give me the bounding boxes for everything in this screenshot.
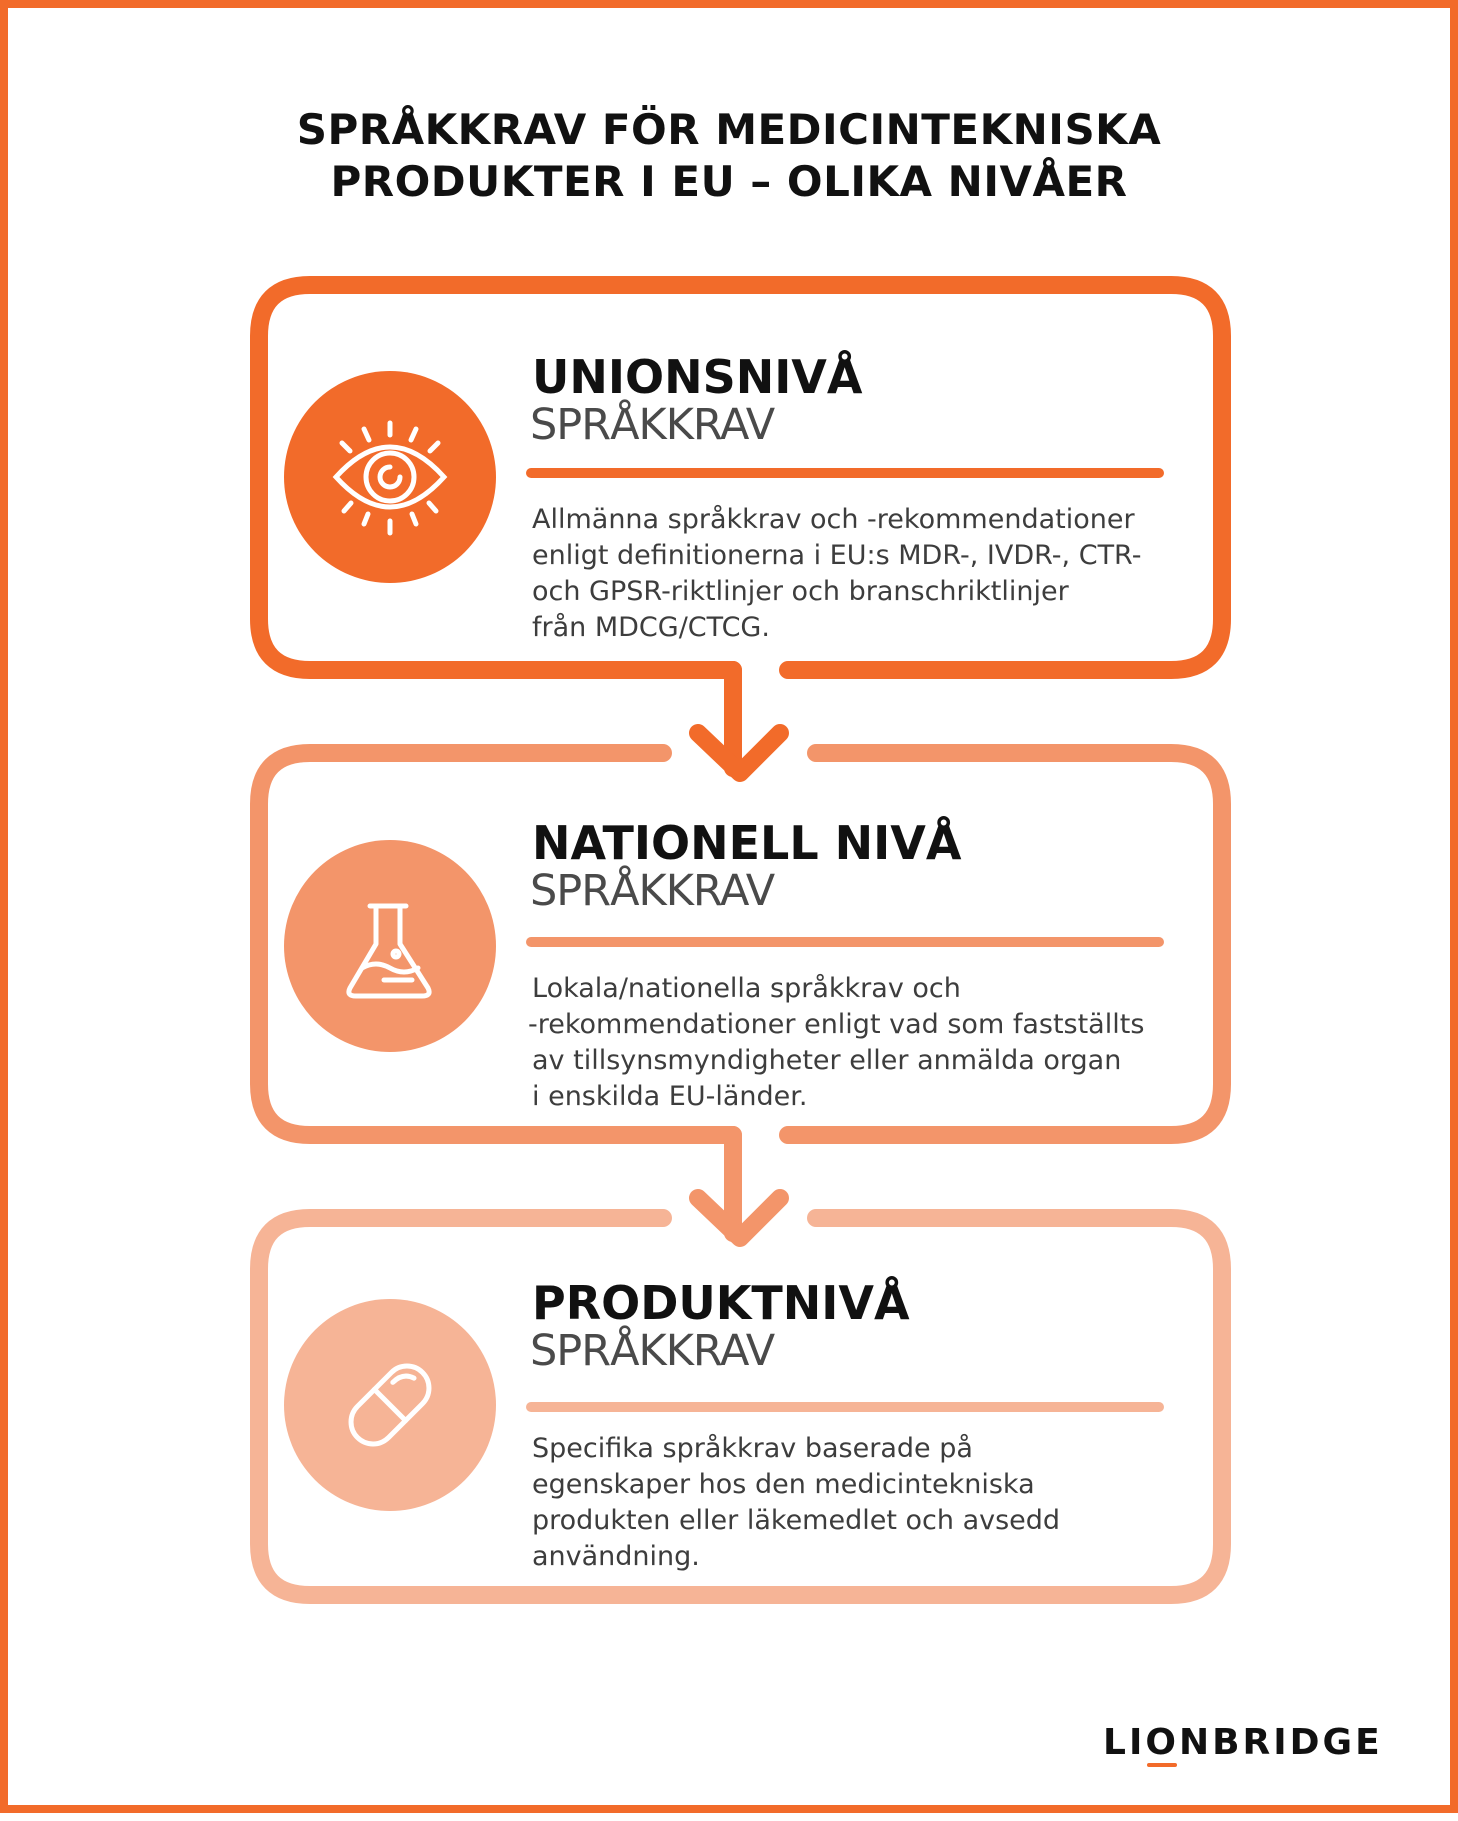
level-3-divider — [526, 1402, 1164, 1412]
level-1-description — [532, 502, 1182, 646]
level-3-name: PRODUKTNIVÅ — [532, 1276, 910, 1330]
flask-icon — [284, 840, 496, 1052]
level-3-subtitle: SPRÅKKRAV — [530, 1326, 775, 1376]
lionbridge-logo — [1103, 1722, 1383, 1763]
level-1-icon-circle — [284, 371, 496, 583]
level-3-description-line: egenskaper hos den medicintekniska — [532, 1469, 1035, 1500]
level-3-description — [532, 1431, 1182, 1575]
level-3-description-line: användning. — [532, 1541, 700, 1572]
title-line-1: SPRÅKKRAV FÖR MEDICINTEKNISKA — [296, 105, 1162, 154]
title-line-2: PRODUKTER I EU – OLIKA NIVÅER — [330, 157, 1128, 206]
level-2-description — [528, 971, 1178, 1115]
level-1-description-line: från MDCG/CTCG. — [532, 612, 770, 643]
logo-text-part-2: O — [1145, 1722, 1179, 1763]
level-3-icon-circle — [284, 1299, 496, 1511]
level-2-icon-circle — [284, 840, 496, 1052]
level-1-divider — [526, 468, 1164, 478]
level-1-name: UNIONSNIVÅ — [532, 350, 863, 404]
level-3-description-line: Specifika språkkrav baserade på — [532, 1433, 973, 1464]
level-1-description-line: enligt definitionerna i EU:s MDR-, IVDR-, CTR- — [532, 540, 1142, 571]
level-1-description-line: och GPSR-riktlinjer och branschriktlinjer — [532, 576, 1069, 607]
level-2-description-line: -rekommendationer enligt vad som fastställts — [528, 1009, 1145, 1040]
level-2-description-line: i enskilda EU-länder. — [532, 1081, 808, 1112]
level-2-description-line: Lokala/nationella språkkrav och — [532, 973, 961, 1004]
eye-icon — [284, 371, 496, 583]
level-2-divider — [526, 937, 1164, 947]
level-1-description-line: Allmänna språkkrav och -rekommendationer — [532, 504, 1135, 535]
level-2-description-line: av tillsynsmyndigheter eller anmälda organ — [532, 1045, 1122, 1076]
level-2-subtitle: SPRÅKKRAV — [530, 866, 775, 916]
logo-text-part-3: NBRIDGE — [1178, 1722, 1383, 1763]
level-1-subtitle: SPRÅKKRAV — [530, 400, 775, 450]
logo-text-part-1: LI — [1103, 1722, 1146, 1763]
pill-icon — [284, 1299, 496, 1511]
level-3-description-line: produkten eller läkemedlet och avsedd — [532, 1505, 1061, 1536]
level-2-name: NATIONELL NIVÅ — [532, 816, 962, 870]
